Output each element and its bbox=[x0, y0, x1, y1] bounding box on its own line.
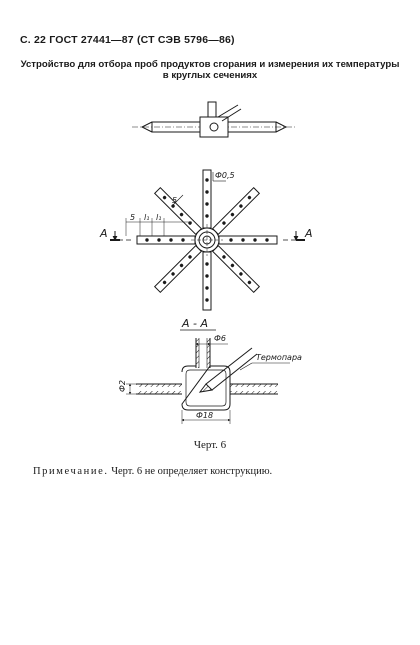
end-dim-label: 5 bbox=[130, 213, 136, 222]
note-text: Черт. 6 не определяет конструкцию. bbox=[108, 466, 273, 477]
probe-arm bbox=[219, 236, 277, 244]
figure-title-line-1: Устройство для отбора проб продуктов сгорания и измерения их температуры bbox=[20, 59, 400, 70]
figure-title-line-2: в круглых сечениях bbox=[162, 70, 258, 81]
probe-arm bbox=[155, 246, 202, 293]
probe-arm bbox=[203, 252, 211, 310]
step-dim-label-1: l₁ bbox=[144, 213, 150, 222]
step-dim-label-2: l₁ bbox=[156, 213, 162, 222]
note bbox=[33, 466, 272, 477]
diameter-chamber-label: Ф18 bbox=[196, 411, 214, 420]
figure-caption: Черт. 6 bbox=[193, 439, 227, 451]
probe-arm bbox=[203, 170, 211, 228]
page-header: С. 22 ГОСТ 27441—87 (СТ СЭВ 5796—86) bbox=[20, 34, 235, 46]
note-heading: Примечание. bbox=[33, 466, 109, 477]
section-title: А - А bbox=[182, 317, 209, 330]
diameter-tube-label: Ф6 bbox=[214, 334, 226, 343]
probe-arm bbox=[137, 236, 195, 244]
probe-arm bbox=[213, 246, 260, 293]
section-mark-right: А bbox=[305, 227, 313, 240]
diameter-probe-label: Ф0,5 bbox=[215, 171, 235, 180]
probe-arm bbox=[213, 188, 260, 235]
probe-arm bbox=[155, 188, 202, 235]
dim-wall-label: Ф2 bbox=[118, 380, 127, 392]
section-view bbox=[126, 330, 290, 424]
device-star-view bbox=[110, 170, 305, 310]
diagonal-dim-label: 5 bbox=[172, 196, 178, 205]
thermocouple-label: Термопара bbox=[256, 353, 302, 362]
device-side-view bbox=[132, 102, 296, 137]
section-mark-left: А bbox=[100, 227, 108, 240]
